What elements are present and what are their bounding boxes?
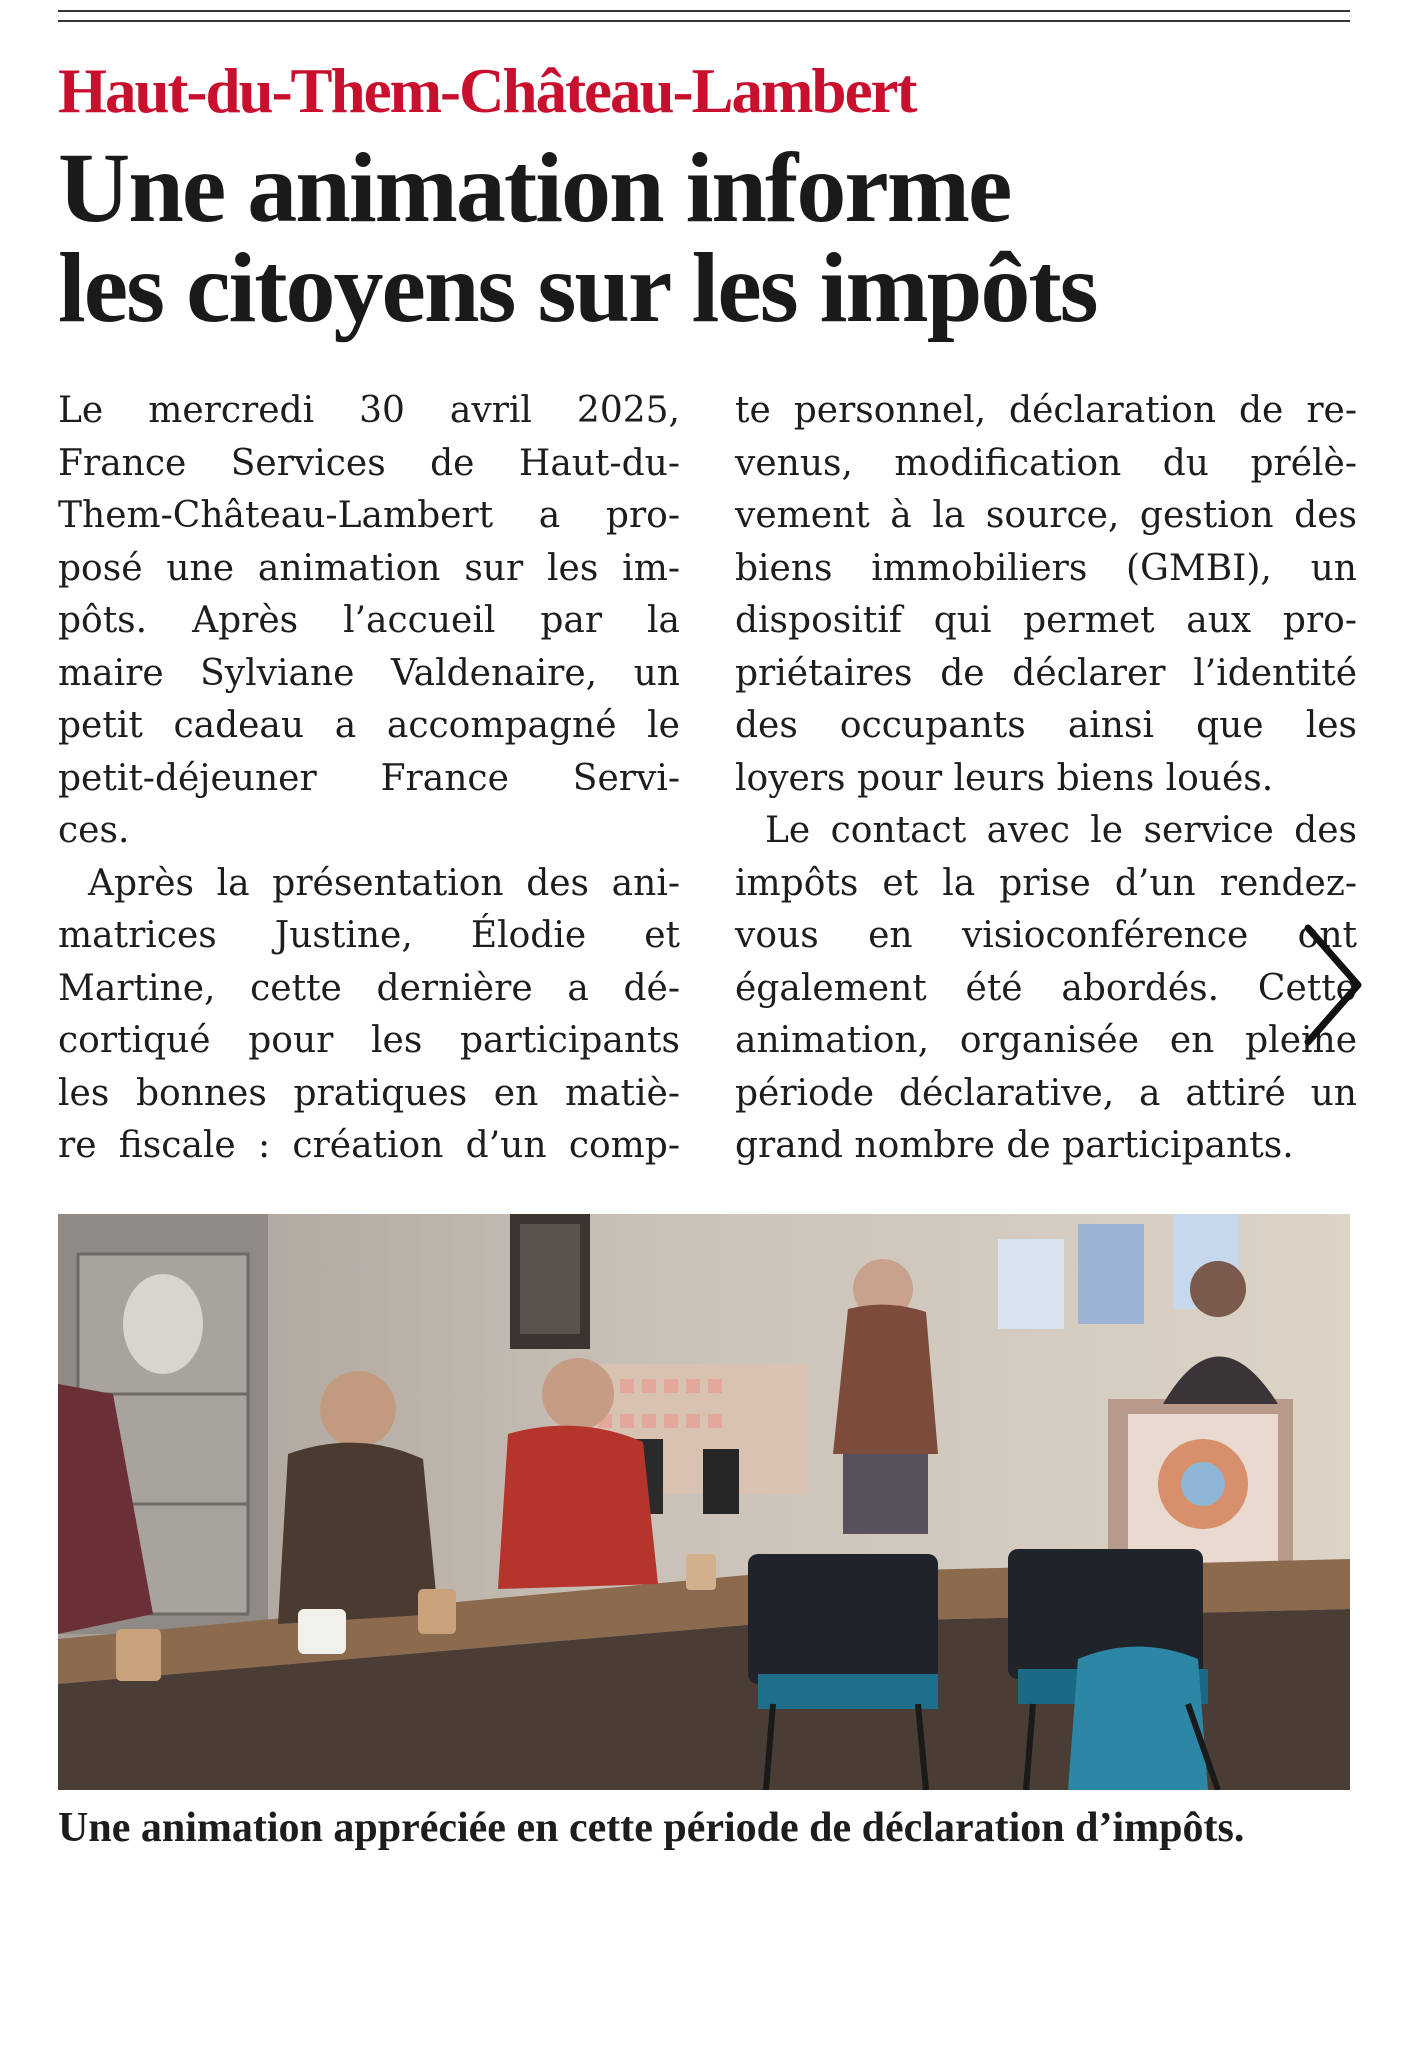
text-line: période déclarative, a attiré un xyxy=(735,1072,1357,1114)
text-line: dispositif qui permet aux pro- xyxy=(735,600,1357,641)
text-line: posé une animation sur les im- xyxy=(58,547,680,589)
text-line: animation, organisée en pleine xyxy=(735,1020,1357,1061)
article-photo xyxy=(58,1214,1350,1790)
text-line: vous en visioconférence ont xyxy=(735,915,1357,956)
headline-line: Une animation informe xyxy=(58,132,1011,243)
headline xyxy=(58,132,1358,343)
text-line: également été abordés. Cette xyxy=(735,967,1357,1009)
article-column-right xyxy=(735,385,1357,1173)
top-rule xyxy=(58,10,1350,12)
paragraph-3 xyxy=(735,805,1357,1173)
text-line: loyers pour leurs biens loués. xyxy=(735,757,1274,799)
kicker-location: Haut-du-Them-Château-Lambert xyxy=(58,56,916,126)
text-line: pôts. Après l’accueil par la xyxy=(58,600,680,641)
text-line: vement à la source, gestion des xyxy=(735,495,1357,536)
text-line: ces. xyxy=(58,810,130,851)
text-line: Them-Château-Lambert a pro- xyxy=(58,495,680,536)
top-rule-second xyxy=(58,20,1350,22)
text-line: Le contact avec le service des xyxy=(765,810,1357,851)
text-line: France Services de Haut-du- xyxy=(58,442,680,484)
text-line: petit-déjeuner France Servi- xyxy=(58,757,680,799)
text-line: les bonnes pratiques en matiè- xyxy=(58,1072,680,1114)
text-line: des occupants ainsi que les xyxy=(735,705,1357,746)
text-line: priétaires de déclarer l’identité xyxy=(735,652,1357,694)
text-line: grand nombre de participants. xyxy=(735,1125,1294,1166)
text-line: Après la présentation des ani- xyxy=(88,862,680,904)
text-line: biens immobiliers (GMBI), un xyxy=(735,547,1357,589)
photo-caption: Une animation appréciée en cette période de déclaration d’impôts. xyxy=(58,1805,1245,1851)
text-line: venus, modification du prélè- xyxy=(735,442,1357,484)
article-column-left xyxy=(58,385,680,1173)
chevron-right-icon[interactable] xyxy=(1296,920,1368,1050)
text-line: matrices Justine, Élodie et xyxy=(58,915,680,956)
text-line: maire Sylviane Valdenaire, un xyxy=(58,652,680,694)
text-line: Martine, cette dernière a dé- xyxy=(58,967,680,1009)
text-line: cortiqué pour les participants xyxy=(58,1020,680,1061)
headline-line: les citoyens sur les impôts xyxy=(58,232,1097,343)
text-line: impôts et la prise d’un rendez- xyxy=(735,862,1357,904)
paragraph-2 xyxy=(58,858,680,1173)
text-line: re fiscale : création d’un comp- xyxy=(58,1125,680,1166)
text-line: Le mercredi 30 avril 2025, xyxy=(58,390,680,431)
photo-illustration xyxy=(58,1214,1350,1790)
paragraph-1 xyxy=(58,385,680,858)
text-line: te personnel, déclaration de re- xyxy=(735,390,1357,431)
paragraph-2-continued xyxy=(735,385,1357,805)
text-line: petit cadeau a accompagné le xyxy=(58,705,680,746)
